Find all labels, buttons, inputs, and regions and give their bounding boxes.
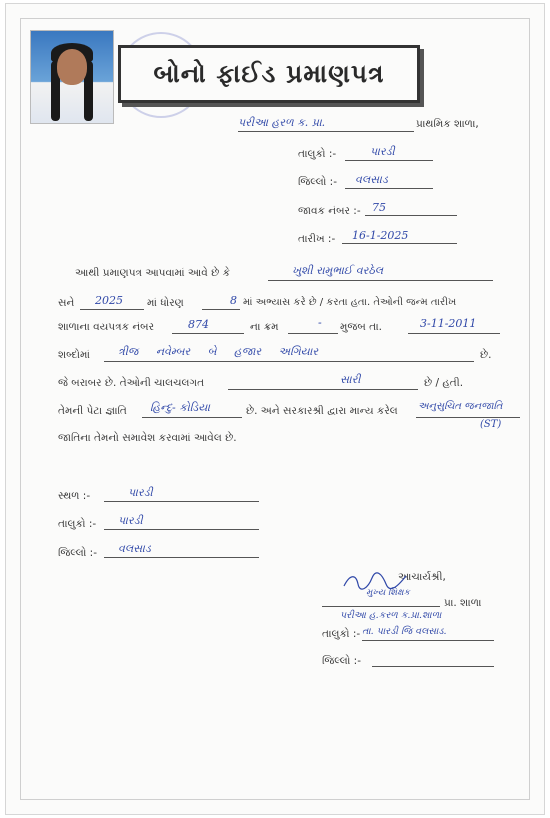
- principal-title: આચાર્યશ્રી,: [398, 571, 446, 583]
- caste-prefix: તેમની પેટા જ્ઞાતિ: [58, 405, 127, 417]
- caste-value: હિન્દુ- કોડિયા: [150, 401, 210, 414]
- taluka-line: [345, 160, 433, 161]
- in-words-label: શબ્દોમાં: [58, 349, 90, 361]
- footer-taluka-label: તાલુકો :-: [58, 518, 97, 530]
- footer-district-line: [104, 557, 259, 558]
- year-value: 2025: [95, 294, 123, 307]
- district-value: વલસાડ: [355, 173, 388, 186]
- footer-taluka-line: [104, 529, 259, 530]
- sig-taluka-label: તાલુકો :-: [322, 628, 361, 640]
- footer-district-label: જિલ્લો :-: [58, 547, 97, 559]
- school-name: પરીઆ હરળ ક. પ્રા.: [238, 116, 326, 129]
- sig-district-line: [372, 666, 494, 667]
- caste-line: [142, 417, 242, 418]
- caste-end: જાતિના તેમનો સમાવેશ કરવામાં આવેલ છે.: [58, 432, 237, 444]
- outward-label: જાવક નંબર :-: [298, 205, 361, 217]
- page-title: બોનો ફાઈડ પ્રમાણપત્ર: [153, 59, 385, 88]
- year-prefix: સને: [58, 297, 75, 309]
- serial-line: [288, 333, 338, 334]
- school-sign-line: [322, 606, 440, 607]
- in-words-suffix: છે.: [480, 349, 492, 361]
- student-name-line: [268, 280, 493, 281]
- conduct-line: [228, 389, 418, 390]
- district-label: જિલ્લો :-: [298, 176, 337, 188]
- study-text: માં અભ્યાસ કરે છે / કરતા હતા. તેઓની જન્મ તારીખ: [243, 297, 457, 308]
- sig-taluka-line: [362, 640, 494, 641]
- per-date-label: મુજબ તા.: [340, 321, 382, 333]
- birth-date-line: [408, 333, 500, 334]
- serial-label: ના ક્રમ: [250, 321, 279, 333]
- sig-taluka-value: તા. પારડી જિ વલસાડ.: [362, 626, 447, 637]
- stamp-line-1: મુખ્ય શિક્ષક: [366, 588, 410, 598]
- gr-value: 874: [188, 318, 209, 331]
- in-words-line: [104, 361, 474, 362]
- birth-date: 3-11-2011: [420, 317, 477, 330]
- student-photo: [30, 30, 114, 124]
- year-line: [80, 309, 144, 310]
- footer-taluka-value: પારડી: [118, 514, 143, 527]
- serial-value: -: [318, 316, 322, 329]
- footer-district-value: વલસાડ: [118, 542, 151, 555]
- school-suffix: પ્રાથમિક શાળા,: [416, 118, 479, 130]
- taluka-label: તાલુકો :-: [298, 148, 337, 160]
- class-line: [202, 309, 240, 310]
- intro-text: આથી પ્રમાણપત્ર આપવામાં આવે છે કે: [75, 267, 231, 279]
- conduct-suffix: છે / હતી.: [424, 377, 464, 389]
- school-name-line: [238, 131, 414, 132]
- taluka-value: પારડી: [370, 145, 395, 158]
- student-name: ખુશી રામુભાઈ વરઠેલ: [292, 264, 384, 277]
- gr-label: શાળાના વયપત્રક નંબર: [58, 321, 155, 333]
- date-line: [342, 243, 457, 244]
- class-value: 8: [230, 294, 237, 307]
- stamp-line-2: પરીઆ હ.કરળ ક.પ્રા.શાળા: [340, 610, 442, 621]
- signature-school-suffix: પ્રા. શાળા: [444, 597, 482, 609]
- gr-line: [172, 333, 244, 334]
- date-label: તારીખ :-: [298, 233, 336, 245]
- place-label: સ્થળ :-: [58, 490, 91, 502]
- title-box: [118, 45, 420, 103]
- class-label: માં ધોરણ: [147, 297, 184, 309]
- conduct-value: સારી: [340, 373, 361, 386]
- sig-district-label: જિલ્લો :-: [322, 655, 361, 667]
- category-value: અનુસુચિત જનજાતિ: [418, 401, 503, 412]
- conduct-prefix: જે બરાબર છે. તેઓની ચાલચલગત: [58, 377, 205, 389]
- face: [57, 49, 87, 85]
- birth-date-words: ત્રીજ નવેમ્બર બે હજાર અગિયાર: [118, 345, 319, 358]
- district-line: [345, 188, 433, 189]
- outward-value: 75: [372, 201, 386, 214]
- place-value: પારડી: [128, 486, 153, 499]
- caste-middle: છે. અને સરકારશ્રી દ્વારા માન્ય કરેલ: [246, 405, 398, 417]
- category-line: [416, 417, 520, 418]
- outward-line: [365, 215, 457, 216]
- category-code: (ST): [480, 419, 502, 430]
- place-line: [104, 501, 259, 502]
- date-value: 16-1-2025: [352, 229, 409, 242]
